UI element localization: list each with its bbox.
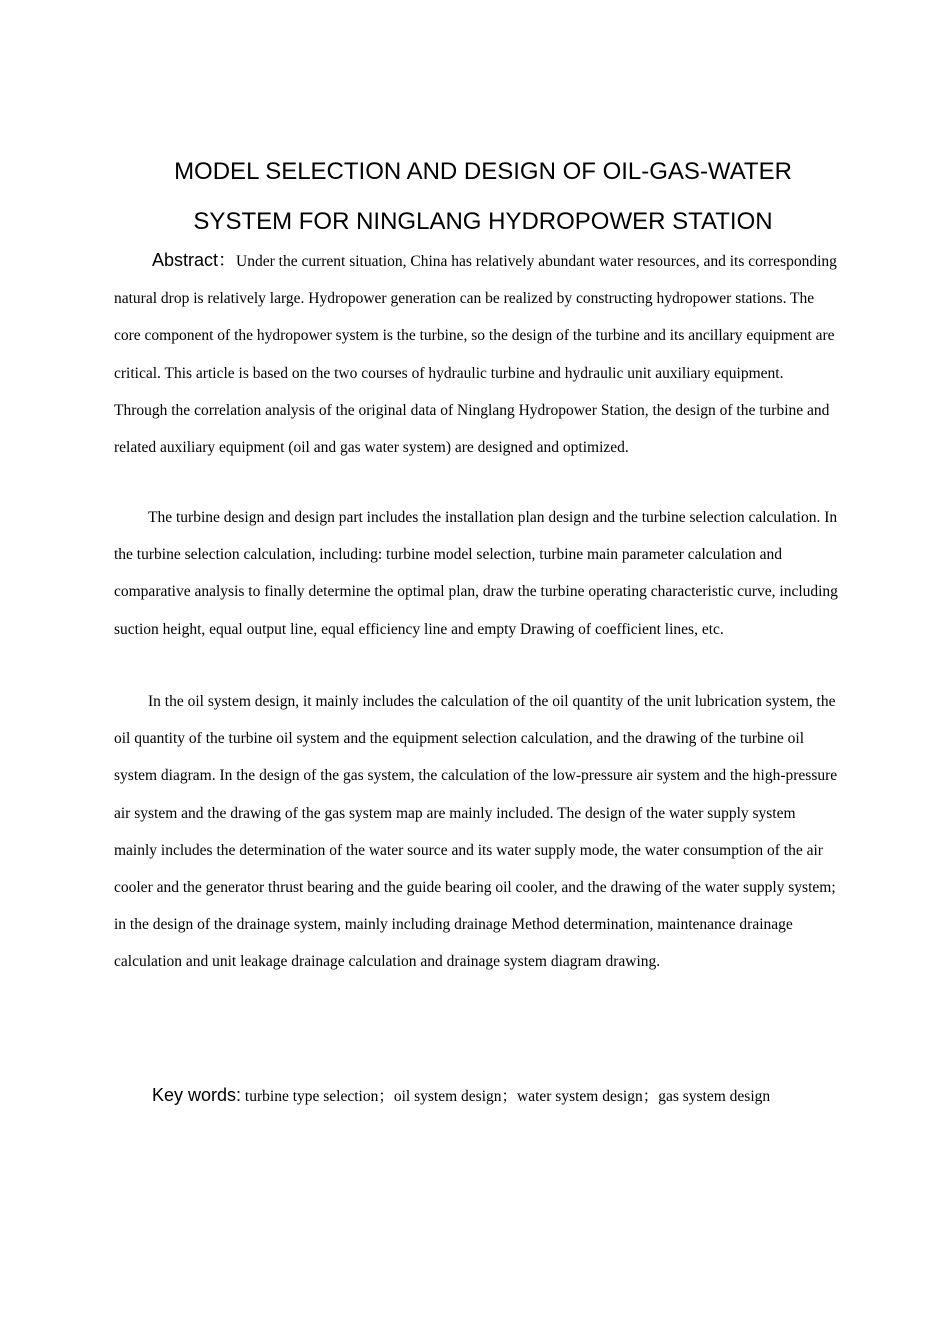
title-line-2: SYSTEM FOR NINGLANG HYDROPOWER STATION bbox=[193, 208, 773, 235]
keyword-item: turbine type selection； bbox=[244, 1088, 394, 1105]
abstract-paragraph bbox=[114, 242, 838, 466]
keyword-item: oil system design； bbox=[393, 1088, 517, 1105]
abstract-text: Under the current situation, China has relatively abundant water resources, and its corresponding natural drop is relatively large. Hydropower generation can be realized by constructing hydropower stations. The core component of the hydropower system is the turbine, so the design of the turbine and its ancillary equipment are critical. This article is based on the two courses of hydraulic turbine and hydraulic unit auxiliary equipment. Through the correlation analysis of the original data of Ninglang Hydropower Station, the design of the turbine and related auxiliary equipment (oil and gas water system) are designed and optimized. bbox=[114, 253, 837, 457]
keyword-item: gas system design bbox=[658, 1088, 771, 1105]
paragraph-system-design: In the oil system design, it mainly includes the calculation of the oil quantity of the unit lubrication system, the oil quantity of the turbine oil system and the equipment selection calculation, and the drawing of the turbine oil system diagram. In the design of the gas system, the calculation of the low-pressure air system and the high-pressure air system and the drawing of the gas system map are mainly included. The design of the water supply system mainly includes the determination of the water source and its water supply mode, the water consumption of the air cooler and the generator thrust bearing and the guide bearing oil cooler, and the drawing of the water supply system; in the design of the drainage system, mainly including drainage Method determination, maintenance drainage calculation and unit leakage drainage calculation and drainage system diagram drawing. bbox=[114, 693, 838, 971]
keywords-line bbox=[152, 1077, 852, 1115]
title-line-1: MODEL SELECTION AND DESIGN OF OIL-GAS-WATER bbox=[174, 158, 792, 185]
paragraph-turbine-design: The turbine design and design part includes the installation plan design and the turbine selection calculation. In the turbine selection calculation, including: turbine model selection, turbine main parameter calculation and comparative analysis to finally determine the optimal plan, draw the turbine operating characteristic curve, including suction height, equal output line, equal efficiency line and empty Drawing of coefficient lines, etc. bbox=[114, 509, 838, 638]
keyword-item: water system design； bbox=[517, 1088, 659, 1105]
abstract-label: Abstract： bbox=[152, 250, 237, 270]
keywords-label: Key words: bbox=[152, 1085, 242, 1105]
